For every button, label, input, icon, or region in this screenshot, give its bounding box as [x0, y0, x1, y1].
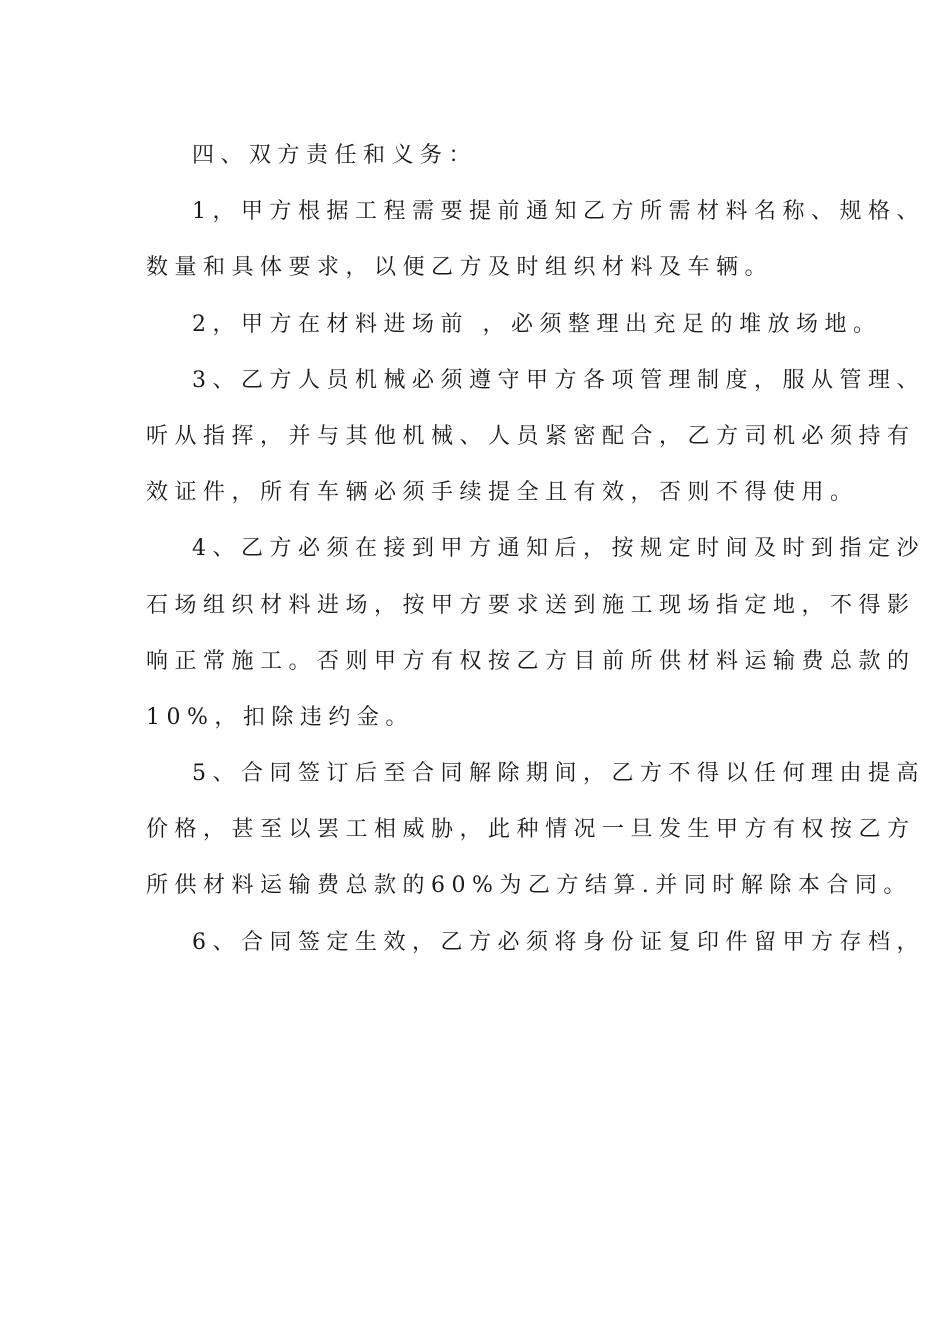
paragraph-line: 所供材料运输费总款的60%为乙方结算.并同时解除本合同。 — [146, 873, 912, 899]
document-body — [146, 128, 925, 971]
paragraph-line: 石场组织材料进场，按甲方要求送到施工现场指定地，不得影 — [146, 592, 916, 618]
paragraph-line: 效证件，所有车辆必须手续提全且有效，否则不得使用。 — [146, 480, 859, 506]
paragraph-line: 6、合同签定生效，乙方必须将身份证复印件留甲方存档， — [192, 929, 925, 955]
paragraph-line: 3、乙方人员机械必须遵守甲方各项管理制度，服从管理、 — [192, 367, 925, 393]
section-heading: 四、双方责任和义务： — [192, 143, 478, 168]
paragraph-line: 5、合同签订后至合同解除期间，乙方不得以任何理由提高 — [192, 761, 925, 787]
paragraph-line: 价格，甚至以罢工相威胁，此种情况一旦发生甲方有权按乙方 — [146, 817, 916, 843]
paragraph-line: 响正常施工。否则甲方有权按乙方目前所供材料运输费总款的 — [146, 648, 916, 674]
paragraph-line: 2，甲方在材料进场前 ，必须整理出充足的堆放场地。 — [192, 311, 882, 337]
paragraph-line: 10%，扣除违约金。 — [146, 704, 414, 730]
paragraph-line: 4、乙方必须在接到甲方通知后，按规定时间及时到指定沙 — [192, 536, 925, 562]
paragraph-line: 数量和具体要求，以便乙方及时组织材料及车辆。 — [146, 255, 774, 281]
paragraph-line: 1，甲方根据工程需要提前通知乙方所需材料名称、规格、 — [192, 199, 925, 225]
paragraph-line: 听从指挥，并与其他机械、人员紧密配合，乙方司机必须持有 — [146, 423, 916, 449]
